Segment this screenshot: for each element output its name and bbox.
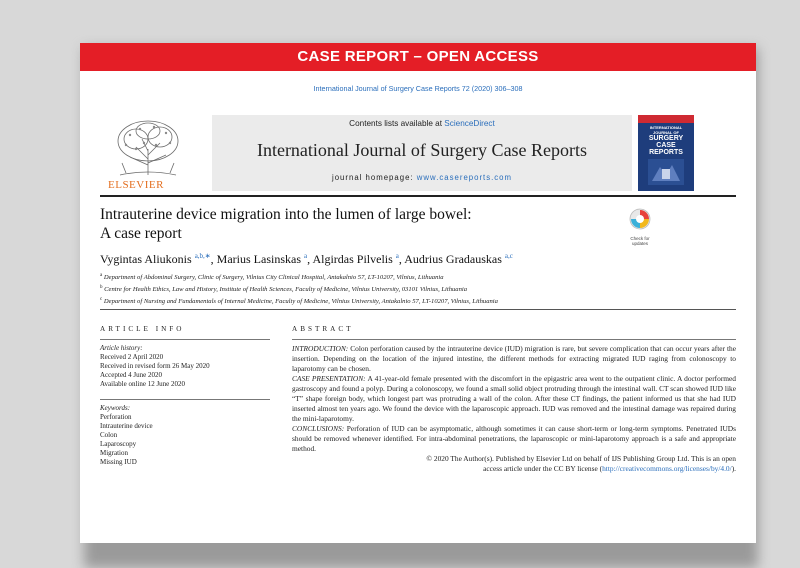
publisher-name: ELSEVIER bbox=[108, 179, 164, 191]
author-name[interactable]: Vygintas Aliukonis bbox=[100, 252, 192, 266]
affiliation-marker: b bbox=[100, 285, 103, 291]
homepage-prefix: journal homepage: bbox=[331, 173, 417, 182]
keyword-item: Missing IUD bbox=[100, 458, 137, 466]
author-name[interactable]: Algirdas Pilvelis bbox=[312, 252, 393, 266]
affiliations-rule bbox=[100, 309, 736, 310]
affiliation-item bbox=[100, 283, 736, 295]
contents-line bbox=[212, 119, 632, 128]
journal-title: International Journal of Surgery Case Reports bbox=[256, 140, 588, 160]
cover-line: INTERNATIONAL JOURNAL OF bbox=[649, 125, 683, 135]
journal-cover-thumbnail[interactable] bbox=[638, 115, 694, 191]
abstract-section-label: CONCLUSIONS: bbox=[292, 424, 345, 433]
author-affiliation-marker[interactable]: a bbox=[395, 252, 399, 260]
check-for-updates-label: Check for updates bbox=[630, 236, 650, 246]
cover-line: CASE bbox=[656, 142, 676, 149]
affiliation-text: Department of Abdominal Surgery, Clinic of Surgery, Vilnius City Clinical Hospital, Antakalnio 57, LT-10207, Vilnius, Lithuania bbox=[103, 274, 444, 282]
article-title-line: Intrauterine device migration into the lumen of large bowel: bbox=[100, 206, 472, 223]
abstract-heading: ABSTRACT bbox=[292, 325, 354, 333]
cover-band bbox=[638, 115, 694, 123]
keyword-item: Migration bbox=[100, 449, 128, 457]
affiliation-item bbox=[100, 271, 736, 283]
cover-image-icon bbox=[648, 159, 684, 185]
license-suffix: ). bbox=[731, 464, 736, 473]
keyword-item: Laparoscopy bbox=[100, 440, 137, 448]
contents-prefix: Contents lists available at bbox=[349, 119, 445, 128]
author-name[interactable]: Audrius Gradauskas bbox=[404, 252, 502, 266]
keywords-label: Keywords: bbox=[100, 404, 131, 412]
author-list: Vygintas Aliukonis $^{a,b,∗}$, Marius Lasinskas $^a$, Algirdas Pilvelis $^a$, Audrius Gradauskas $^{a,c}$ bbox=[100, 252, 513, 266]
affiliation-marker: a bbox=[100, 273, 103, 278]
abstract-introduction bbox=[292, 344, 736, 374]
history-item: Accepted 4 June 2020 bbox=[100, 371, 163, 379]
article-info-column bbox=[100, 339, 270, 467]
author-name[interactable]: Marius Lasinskas bbox=[216, 252, 301, 266]
keyword-item: Colon bbox=[100, 431, 118, 439]
journal-masthead bbox=[100, 115, 736, 191]
keyword-item: Perforation bbox=[100, 413, 132, 421]
license-prefix: access article under the CC BY license ( bbox=[483, 464, 603, 473]
copyright-notice bbox=[292, 454, 736, 474]
keyword-item: Intrauterine device bbox=[100, 422, 153, 430]
affiliations bbox=[100, 271, 736, 308]
cover-line: REPORTS bbox=[649, 149, 683, 156]
journal-header-box bbox=[212, 115, 632, 191]
copyright-line bbox=[292, 464, 736, 474]
column-rule bbox=[292, 339, 736, 340]
cover-title bbox=[644, 125, 688, 156]
affiliation-item bbox=[100, 295, 736, 307]
abstract-text: A 41-year-old female presented with the discomfort in the epigastric area went to the outpatient clinic. A doctor performed gastroscopy and found a polyp. During a colonoscopy, we found a small solid object protruding through the intestinal wall. CT scan showed IUD like “T” shape foreign body, which longest part was protruding a wall of the colon. After these CT findings, the patient informed us that she had IUD inserted almost ten years ago. We found the device with the laparoscopic approach. IUD was removed and the intestinal damage was repaired during the mini-laparotomy. bbox=[292, 374, 736, 423]
author-affiliation-marker[interactable]: a,c bbox=[504, 252, 513, 260]
license-link[interactable]: http://creativecommons.org/licenses/by/4.0/ bbox=[602, 464, 732, 473]
history-item: Available online 12 June 2020 bbox=[100, 380, 186, 388]
homepage-link[interactable]: www.casereports.com bbox=[416, 173, 513, 182]
abstract-column bbox=[292, 339, 736, 474]
history-item: Received 2 April 2020 bbox=[100, 353, 164, 361]
abstract-section-label: CASE PRESENTATION: bbox=[292, 374, 366, 383]
open-access-banner: CASE REPORT – OPEN ACCESS bbox=[80, 43, 756, 71]
affiliation-text: Centre for Health Ethics, Law and History, Institute of Health Sciences, Faculty of Medicine, Vilnius University, 03101 Vilnius, Lithuania bbox=[104, 286, 468, 294]
abstract-text: Colon perforation caused by the intrauterine device (IUD) migration is rare, but severe complication that can occur years after the insertion. Depending on the location of the injured intestine, the different methods for extracting migrated IUD raging from colonoscopy to laparotomy can be chosen. bbox=[292, 344, 736, 373]
affiliation-marker: c bbox=[100, 297, 103, 303]
article-page bbox=[80, 43, 756, 543]
column-rule bbox=[100, 339, 270, 340]
cover-line: SURGERY bbox=[648, 135, 684, 142]
affiliation-text: Department of Nursing and Fundamentals of Internal Medicine, Faculty of Medicine, Vilnius University, Antakalnio 57, LT-10207, Vilnius, Lithuania bbox=[103, 298, 498, 306]
abstract-conclusions bbox=[292, 424, 736, 454]
copyright-line: © 2020 The Author(s). Published by Elsevier Ltd on behalf of IJS Publishing Group Ltd. This is an open bbox=[426, 454, 736, 463]
crossmark-icon bbox=[625, 207, 655, 231]
journal-homepage-line bbox=[212, 173, 632, 182]
article-title-line: A case report bbox=[100, 225, 182, 242]
abstract-case-presentation bbox=[292, 374, 736, 424]
sciencedirect-link[interactable]: ScienceDirect bbox=[444, 119, 495, 128]
author-affiliation-marker[interactable]: a bbox=[304, 252, 308, 260]
article-info-heading: ARTICLE INFO bbox=[100, 325, 185, 333]
history-item: Received in revised form 26 May 2020 bbox=[100, 362, 210, 370]
masthead-rule bbox=[100, 195, 736, 197]
article-title bbox=[100, 205, 620, 243]
author-affiliation-marker[interactable]: a,b,∗ bbox=[194, 252, 211, 260]
abstract-section-label: INTRODUCTION: bbox=[292, 344, 349, 353]
abstract-text: Perforation of IUD can be asymptomatic, although sometimes it can cause short-term or long-term symptoms. Penetrated IUDs should be removed whenever identified. For intra-abdominal penetrations, the laparoscopic or mini-laparotomy approach is a safe and appropriate method. bbox=[292, 424, 736, 453]
article-history-label: Article history: bbox=[100, 344, 143, 352]
journal-citation[interactable]: International Journal of Surgery Case Reports 72 (2020) 306–308 bbox=[313, 84, 523, 93]
check-for-updates-badge[interactable] bbox=[625, 207, 655, 246]
column-rule bbox=[100, 399, 270, 400]
